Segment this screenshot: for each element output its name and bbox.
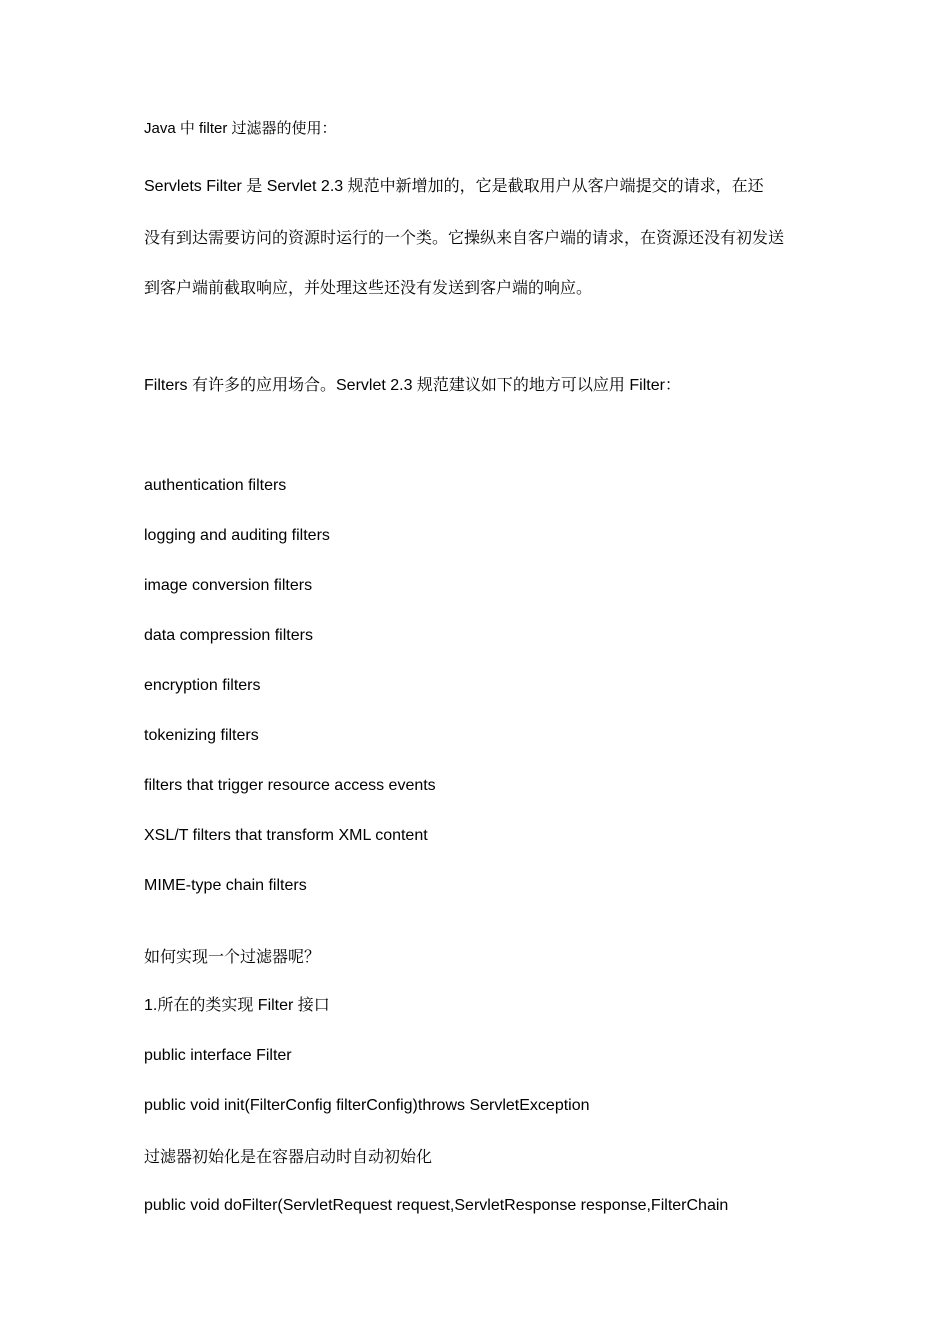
filter-list-item: XSL/T filters that transform XML content — [144, 827, 428, 844]
filter-list-item: MIME-type chain filters — [144, 877, 307, 894]
filter-list-item: authentication filters — [144, 477, 287, 494]
filter-list-item: image conversion filters — [144, 577, 313, 594]
filter-list-item: logging and auditing filters — [144, 527, 330, 544]
how-to-heading: 如何实现一个过滤器呢？ — [144, 947, 321, 966]
filter-list-item: tokenizing filters — [144, 727, 259, 744]
step-1: 1.所在的类实现 Filter 接口 — [144, 997, 330, 1014]
document-title: Java 中 filter 过滤器的使用： — [144, 120, 337, 137]
filters-intro: Filters 有许多的应用场合。Servlet 2.3 规范建议如下的地方可以应用 Filter： — [144, 377, 681, 394]
init-note: 过滤器初始化是在容器启动时自动初始化 — [144, 1147, 433, 1166]
filter-list-item: data compression filters — [144, 627, 313, 644]
filter-list-item: filters that trigger resource access events — [144, 777, 436, 794]
code-dofilter: public void doFilter(ServletRequest request,ServletResponse response,FilterChain — [144, 1197, 729, 1214]
filter-list-item: encryption filters — [144, 677, 261, 694]
intro-line-1: Servlets Filter 是 Servlet 2.3 规范中新增加的，它是截取用户从客户端提交的请求，在还 — [144, 178, 764, 195]
code-init: public void init(FilterConfig filterConfig)throws ServletException — [144, 1097, 590, 1114]
code-interface: public interface Filter — [144, 1047, 292, 1064]
intro-line-3: 到客户端前截取响应，并处理这些还没有发送到客户端的响应。 — [144, 278, 593, 297]
intro-line-2: 没有到达需要访问的资源时运行的一个类。它操纵来自客户端的请求，在资源还没有初发送 — [144, 228, 785, 247]
